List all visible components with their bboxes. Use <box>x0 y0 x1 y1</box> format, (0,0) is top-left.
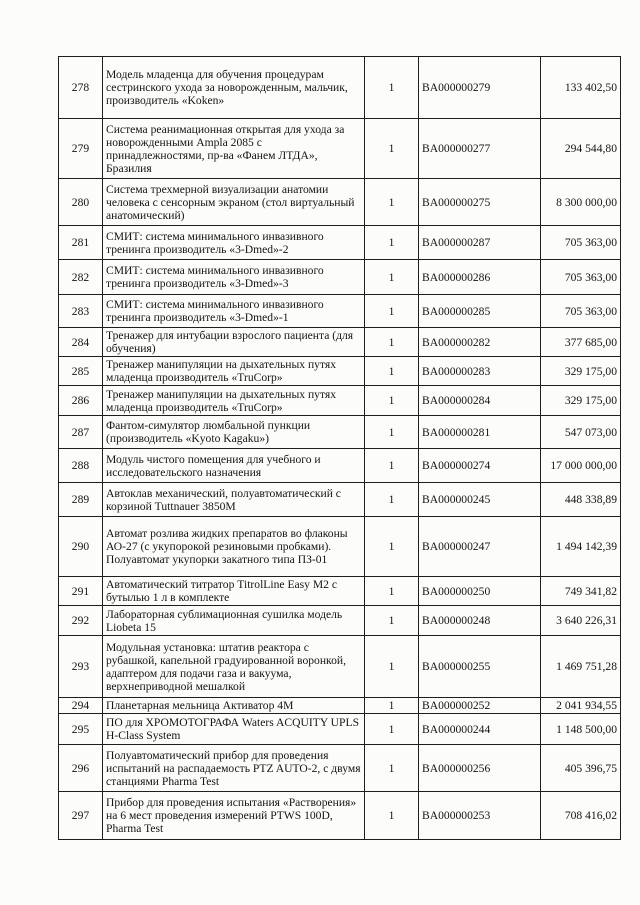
item-quantity: 1 <box>365 606 419 636</box>
item-quantity: 1 <box>365 449 419 483</box>
inventory-code: BA000000287 <box>419 226 541 260</box>
item-name: Полуавтоматический прибор для проведения испытаний на распадаемость PTZ AUTO-2, с двумя станциями Pharma Test <box>103 745 365 792</box>
item-price: 708 416,02 <box>541 792 621 840</box>
inventory-code: BA000000252 <box>419 698 541 714</box>
row-number: 283 <box>59 295 103 328</box>
row-number: 288 <box>59 449 103 483</box>
item-name: Модуль чистого помещения для учебного и исследовательского назначения <box>103 449 365 483</box>
item-name: Фантом-симулятор люмбальной пункции (производитель «Kyoto Kagaku») <box>103 416 365 449</box>
item-price: 133 402,50 <box>541 57 621 119</box>
inventory-code: BA000000253 <box>419 792 541 840</box>
inventory-code: BA000000250 <box>419 577 541 606</box>
item-price: 705 363,00 <box>541 260 621 295</box>
item-name: Тренажер манипуляции на дыхательных путях младенца производитель «TruCorp» <box>103 386 365 416</box>
item-name: Планетарная мельница Активатор 4М <box>103 698 365 714</box>
item-quantity: 1 <box>365 295 419 328</box>
table-row <box>59 714 621 745</box>
row-number: 291 <box>59 577 103 606</box>
item-name: Автоматический титратор TitrolLine Easy M2 с бутылью 1 л в комплекте <box>103 577 365 606</box>
row-number: 289 <box>59 483 103 517</box>
row-number: 278 <box>59 57 103 119</box>
item-price: 1 148 500,00 <box>541 714 621 745</box>
item-name: Автоклав механический, полуавтоматический с корзиной Tuttnauer 3850M <box>103 483 365 517</box>
item-name: Модель младенца для обучения процедурам сестринского ухода за новорожденным, мальчик, производитель «Koken» <box>103 57 365 119</box>
inventory-code: BA000000282 <box>419 328 541 357</box>
item-quantity: 1 <box>365 483 419 517</box>
item-quantity: 1 <box>365 57 419 119</box>
table-row <box>59 636 621 698</box>
inventory-code: BA000000284 <box>419 386 541 416</box>
row-number: 286 <box>59 386 103 416</box>
item-quantity: 1 <box>365 260 419 295</box>
item-quantity: 1 <box>365 714 419 745</box>
inventory-table <box>58 56 621 840</box>
item-quantity: 1 <box>365 517 419 577</box>
inventory-code: BA000000255 <box>419 636 541 698</box>
inventory-code: BA000000283 <box>419 357 541 386</box>
item-name: Система трехмерной визуализации анатомии человека с сенсорным экраном (стол виртуальный анатомический) <box>103 179 365 226</box>
item-price: 329 175,00 <box>541 357 621 386</box>
item-name: СМИТ: система минимального инвазивного тренинга производитель «3-Dmed»-2 <box>103 226 365 260</box>
item-price: 377 685,00 <box>541 328 621 357</box>
item-price: 2 041 934,55 <box>541 698 621 714</box>
inventory-code: BA000000277 <box>419 119 541 179</box>
row-number: 287 <box>59 416 103 449</box>
inventory-code: BA000000244 <box>419 714 541 745</box>
inventory-code: BA000000279 <box>419 57 541 119</box>
item-price: 405 396,75 <box>541 745 621 792</box>
inventory-table-body <box>59 57 621 840</box>
item-name: Тренажер манипуляции на дыхательных путях младенца производитель «TruCorp» <box>103 357 365 386</box>
table-row <box>59 416 621 449</box>
item-price: 705 363,00 <box>541 226 621 260</box>
row-number: 292 <box>59 606 103 636</box>
item-quantity: 1 <box>365 226 419 260</box>
row-number: 280 <box>59 179 103 226</box>
row-number: 293 <box>59 636 103 698</box>
table-row <box>59 792 621 840</box>
item-quantity: 1 <box>365 745 419 792</box>
row-number: 282 <box>59 260 103 295</box>
item-name: Тренажер для интубации взрослого пациента (для обучения) <box>103 328 365 357</box>
row-number: 295 <box>59 714 103 745</box>
item-price: 705 363,00 <box>541 295 621 328</box>
table-row <box>59 119 621 179</box>
inventory-code: BA000000247 <box>419 517 541 577</box>
table-row <box>59 698 621 714</box>
item-name: Модульная установка: штатив реактора с рубашкой, капельной градуированной воронкой, адаптером для подачи газа и вакуума, верхнеприводной мешалкой <box>103 636 365 698</box>
item-quantity: 1 <box>365 792 419 840</box>
item-quantity: 1 <box>365 386 419 416</box>
table-row <box>59 606 621 636</box>
row-number: 297 <box>59 792 103 840</box>
item-name: ПО для ХРОМОТОГРАФА Waters ACQUITY UPLS H-Class System <box>103 714 365 745</box>
table-row <box>59 483 621 517</box>
item-quantity: 1 <box>365 179 419 226</box>
inventory-code: BA000000285 <box>419 295 541 328</box>
item-price: 3 640 226,31 <box>541 606 621 636</box>
item-quantity: 1 <box>365 577 419 606</box>
table-row <box>59 295 621 328</box>
table-row <box>59 260 621 295</box>
item-price: 448 338,89 <box>541 483 621 517</box>
item-price: 1 469 751,28 <box>541 636 621 698</box>
item-name: СМИТ: система минимального инвазивного тренинга производитель «3-Dmed»-1 <box>103 295 365 328</box>
table-row <box>59 57 621 119</box>
inventory-code: BA000000275 <box>419 179 541 226</box>
table-row <box>59 745 621 792</box>
item-price: 294 544,80 <box>541 119 621 179</box>
row-number: 296 <box>59 745 103 792</box>
item-price: 749 341,82 <box>541 577 621 606</box>
row-number: 281 <box>59 226 103 260</box>
item-quantity: 1 <box>365 698 419 714</box>
inventory-code: BA000000281 <box>419 416 541 449</box>
item-price: 329 175,00 <box>541 386 621 416</box>
item-quantity: 1 <box>365 119 419 179</box>
item-name: Прибор для проведения испытания «Растворения» на 6 мест проведения измерений PTWS 100D, Pharma Test <box>103 792 365 840</box>
row-number: 294 <box>59 698 103 714</box>
item-name: СМИТ: система минимального инвазивного тренинга производитель «3-Dmed»-3 <box>103 260 365 295</box>
table-row <box>59 577 621 606</box>
inventory-code: BA000000256 <box>419 745 541 792</box>
table-row <box>59 328 621 357</box>
row-number: 285 <box>59 357 103 386</box>
item-price: 8 300 000,00 <box>541 179 621 226</box>
table-row <box>59 386 621 416</box>
row-number: 290 <box>59 517 103 577</box>
item-quantity: 1 <box>365 357 419 386</box>
inventory-code: BA000000286 <box>419 260 541 295</box>
row-number: 279 <box>59 119 103 179</box>
item-name: Система реанимационная открытая для ухода за новорожденными Ampla 2085 с принадлежностями, пр-ва «Фанем ЛТДА», Бразилия <box>103 119 365 179</box>
table-row <box>59 226 621 260</box>
item-price: 547 073,00 <box>541 416 621 449</box>
item-price: 1 494 142,39 <box>541 517 621 577</box>
table-row <box>59 517 621 577</box>
inventory-code: BA000000274 <box>419 449 541 483</box>
item-price: 17 000 000,00 <box>541 449 621 483</box>
row-number: 284 <box>59 328 103 357</box>
item-name: Лабораторная сублимационная сушилка модель Liobeta 15 <box>103 606 365 636</box>
table-row <box>59 179 621 226</box>
item-quantity: 1 <box>365 416 419 449</box>
item-name: Автомат розлива жидких препаратов во флаконы АО-27 (с укупорокой резиновыми пробками). Полуавтомат укупорки закатного типа ПЗ-01 <box>103 517 365 577</box>
table-row <box>59 449 621 483</box>
inventory-code: BA000000248 <box>419 606 541 636</box>
inventory-code: BA000000245 <box>419 483 541 517</box>
item-quantity: 1 <box>365 328 419 357</box>
table-row <box>59 357 621 386</box>
item-quantity: 1 <box>365 636 419 698</box>
